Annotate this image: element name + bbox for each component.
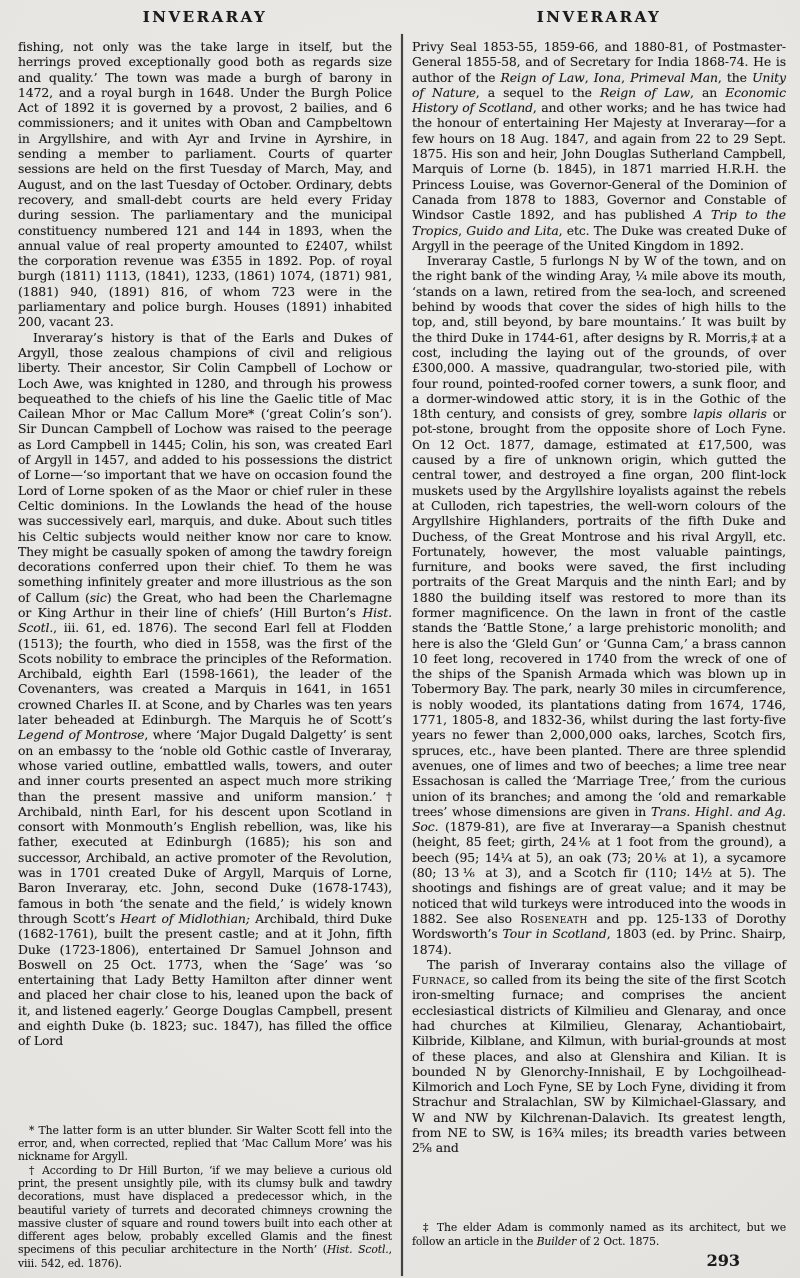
footnote-dagger: † According to Dr Hill Burton, ‘if we may believe a curious old print, the present unsightly pile, with its clumsy bulk and tawdry decorations, must have displaced a predecessor which, in the beautiful variety of turrets and decorated chimneys crowning the massive cluster of square and round towers built into each other at different ages below, probably excelled Glamis and the finest specimens of this peculiar architecture in the North’ (Hist. Scotl., viii. 542, ed. 1876). [18,1163,392,1270]
paragraph-inveraray-castle: Inveraray Castle, 5 furlongs N by W of the town, and on the right bank of the winding Aray, ¼ mile above its mouth, ‘stands on a lawn, retired from the sea-loch, and screened behind by woods that cover the sides of high hills to the top, and, still beyond, by bare mountains.’ It was built by the third Duke in 1744-61, after designs by R. Morris,‡ at a cost, including the laying out of the grounds, of over £300,000. A massive, quadrangular, two-storied pile, with four round, pointed-roofed corner towers, a sunk floor, and a dormer-windowed attic story, it is in the Gothic of the 18th century, and consists of grey, sombre lapis ollaris or pot-stone, brought from the opposite shore of Loch Fyne. On 12 Oct. 1877, damage, estimated at £17,500, was caused by a fire of unknown origin, which gutted the central tower, and destroyed a fine organ, 200 flint-lock muskets used by the Argyllshire loyalists against the rebels at Culloden, rich tapestries, the well-worn colours of the Argyllshire Highlanders, portraits of the fifth Duke and Duchess, of the Great Montrose and his rival Argyll, etc. Fortunately, however, the most valuable paintings, furniture, and books were saved, the first including portraits of the Great Marquis and the ninth Earl; and by 1880 the building itself was restored to more than its former magnificence. On the lawn in front of the castle stands the ‘Battle Stone,’ a large prehistoric monolith; and here is also the ‘Gleld Gun’ or ‘Gunna Cam,’ a brass cannon 10 feet long, recovered in 1740 from the wreck of one of the ships of the Spanish Armada which was blown up in Tobermory Bay. The park, nearly 30 miles in circumference, is nobly wooded, its plantations dating from 1674, 1746, 1771, 1805-8, and 1832-36, whilst during the last forty-five years no fewer than 2,000,000 oaks, larches, Scotch firs, spruces, etc., have been planted. There are three splendid avenues, one of limes and two of beeches; a lime tree near Essachosan is called the ‘Marriage Tree,’ from the curious union of its branches; and among the ‘old and remarkable trees’ whose dimensions are given in Trans. Highl. and Ag. Soc. (1879-81), are five at Inveraray—a Spanish chestnut (height, 85 feet; girth, 24⅙ at 1 foot from the ground), a beech (95; 14¼ at 5), an oak (73; 20⅙ at 1), a sycamore (80; 13⅙ at 3), and a Scotch fir (110; 14½ at 5). The shootings and fishings are of great value; and it may be noticed that wild turkeys were introduced into the woods in 1882. See also Roseneath and pp. 125-133 of Dorothy Wordsworth’s Tour in Scotland, 1803 (ed. by Princ. Shairp, 1874). [412,253,786,957]
running-head-left: INVERARAY [142,8,268,26]
footnotes-right [412,1221,786,1270]
right-column [412,0,786,1278]
paragraph-duke-offices: Privy Seal 1853-55, 1859-66, and 1880-81, of Postmaster-General 1855-58, and of Secretary for India 1868-74. He is author of the Reign of Law, Iona, Primeval Man, the Unity of Nature, a sequel to the Reign of Law, an Economic History of Scotland, and other works; and he has twice had the honour of entertaining Her Majesty at Inveraray—for a few hours on 18 Aug. 1847, and again from 22 to 29 Sept. 1875. His son and heir, John Douglas Sutherland Campbell, Marquis of Lorne (b. 1845), in 1871 married H.R.H. the Princess Louise, was Governor-General of the Dominion of Canada from 1878 to 1883, Governor and Constable of Windsor Castle 1892, and has published A Trip to the Tropics, Guido and Lita, etc. The Duke was created Duke of Argyll in the peerage of the United Kingdom in 1892. [412,39,787,253]
paragraph-burgh-history: fishing, not only was the take large in itself, but the herrings proved exceptionally good both as regards size and quality.’ The town was made a burgh of barony in 1472, and a royal burgh in 1648. Under the Burgh Police Act of 1892 it is governed by a provost, 2 bailies, and 6 commissioners; and it unites with Oban and Campbeltown in Argyllshire, and with Ayr and Irvine in Ayrshire, in sending a member to parliament. Courts of quarter sessions are held on the first Tuesday of March, May, and August, and on the last Tuesday of October. Ordinary, debts recovery, and small-debt courts are held every Friday during session. The parliamentary and the municipal constituency numbered 121 and 144 in 1893, when the annual value of real property amounted to £2407, whilst the corporation revenue was £355 in 1892. Pop. of royal burgh (1811) 1113, (1841), 1233, (1861) 1074, (1871) 981, (1881) 940, (1891) 816, of whom 723 were in the parliamentary and police burgh. Houses (1891) inhabited 200, vacant 23. [18,39,392,330]
running-head-right: INVERARAY [536,8,662,26]
paragraph-parish: The parish of Inveraray contains also the village of Furnace, so called from its being the site of the first Scotch iron-smelting furnace; and comprises the ancient ecclesiastical districts of Kilmilieu and Glenaray, and once had churches at Kilmilieu, Glenaray, Achantiobairt, Kilbride, Kilblane, and Kilmun, with burial-grounds at most of these places, and also at Glenshira and Kilian. It is bounded N by Glenorchy-Innishail, E by Lochgoilhead-Kilmorich and Loch Fyne, SE by Loch Fyne, dividing it from Strachur and Stralachlan, SW by Kilmichael-Glassary, and W and NW by Kilchrenan-Dalavich. Its greatest length, from NE to SW, is 16¾ miles; its breadth varies between 2⅝ and [412,956,786,1156]
left-column [18,0,392,1278]
footnote-double-dagger: ‡ The elder Adam is commonly named as its architect, but we follow an article in the Builder of 2 Oct. 1875. [412,1221,786,1248]
column-divider-rule [401,34,403,1276]
footnote-asterisk: * The latter form is an utter blunder. Sir Walter Scott fell into the error, and, when corrected, replied that ‘Mac Callum More’ was his nickname for Argyll. [18,1123,392,1164]
paragraph-earls-dukes: Inveraray’s history is that of the Earls and Dukes of Argyll, those zealous champions of civil and religious liberty. Their ancestor, Sir Colin Campbell of Lochow or Loch Awe, was knighted in 1280, and through his prowess bequeathed to the chiefs of his line the Gaelic title of Mac Cailean Mhor or Mac Callum More* (‘great Colin’s son’). Sir Duncan Campbell of Lochow was raised to the peerage as Lord Campbell in 1445; Colin, his son, was created Earl of Argyll in 1457, and added to his possessions the district of Lorne—‘so important that we have on occasion found the Lord of Lorne spoken of as the Maor or chief ruler in these Celtic dominions. In the Lowlands the head of the house was successively earl, marquis, and duke. About such titles his Celtic subjects would neither know nor care to know. They might be casually spoken of among the tawdry foreign decorations conferred upon their chief. To them he was something infinitely greater and more illustrious as the son of Callum (sic) the Great, who had been the Charlemagne or King Arthur in their line of chiefs’ (Hill Burton’s Hist. Scotl., iii. 61, ed. 1876). The second Earl fell at Flodden (1513); the fourth, who died in 1558, was the first of the Scots nobility to embrace the principles of the Reformation. Archibald, eighth Earl (1598-1661), the leader of the Covenanters, was created a Marquis in 1641, in 1651 crowned Charles II. at Scone, and by Charles was ten years later beheaded at Edinburgh. The Marquis he of Scott’s Legend of Montrose, where ‘Major Dugald Dalgetty’ is sent on an embassy to the ‘noble old Gothic castle of Inveraray, whose varied outline, embattled walls, towers, and outer and inner courts presented an aspect much more striking than the present massive and uniform mansion.’† Archibald, ninth Earl, for his descent upon Scotland in consort with Monmouth’s English rebellion, was, like his father, executed at Edinburgh (1685); his son and successor, Archibald, an active promoter of the Revolution, was in 1701 created Duke of Argyll, Marquis of Lorne, Baron Inveraray, etc. John, second Duke (1678-1743), famous in both ‘the senate and the field,’ is widely known through Scott’s Heart of Midlothian; Archibald, third Duke (1682-1761), built the present castle; and at it John, fifth Duke (1723-1806), entertained Dr Samuel Johnson and Boswell on 25 Oct. 1773, when the ‘Sage’ was ‘so entertaining that Lady Betty Hamilton after dinner went and placed her chair close to his, leaned upon the back of it, and listened eagerly.’ George Douglas Campbell, present and eighth Duke (b. 1823; suc. 1847), has filled the office of Lord [18,329,392,1049]
page-number: 293 [706,1251,740,1270]
footnotes-left [18,1124,392,1270]
